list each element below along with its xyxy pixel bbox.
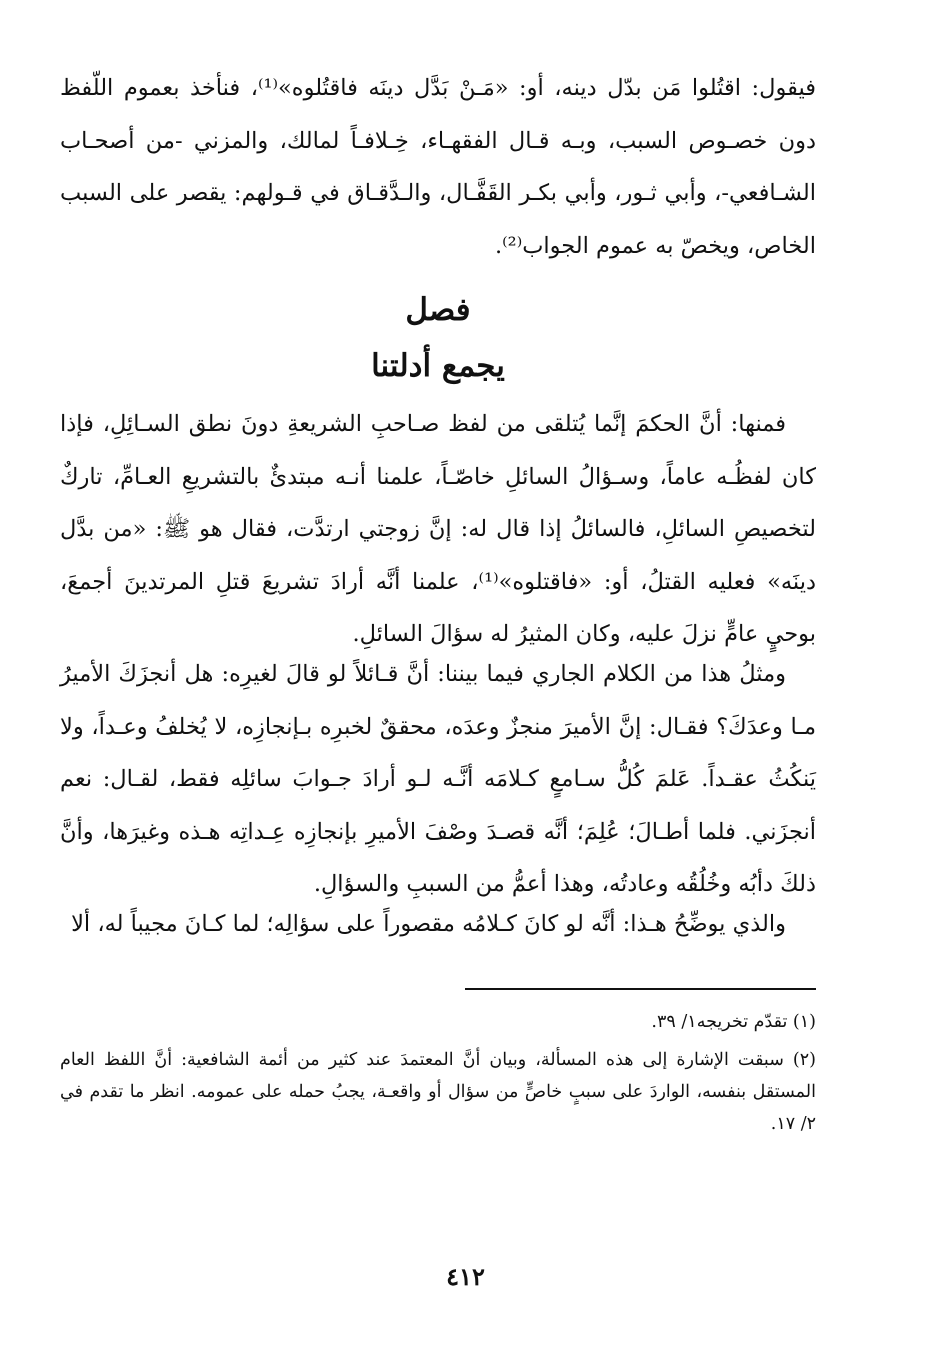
paragraph-first-proof: فمنها: أنَّ الحكمَ إنَّما يُتلقى من لفظ صـاحبِ الشريعةِ دونَ نطق السـائِلِ، فإذا كان لفظُـه عاماً، وسـؤالُ السائلِ خاصّـاً، علمنا أنـه مبتدئٌ بالتشريعِ العـامِّ، تاركٌ لتخصيصِ السائلِ، فالسائلُ إذا قال له: إنَّ زوجتي ارتدَّت، فقال هو ﷺ: «من بدَّل دينَه» فعليه القتلُ، أو: «فاقتلوه»⁽¹⁾، علمنا أنَّه أرادَ تشريعَ قتلِ المرتدينَ أجمعَ، بوحيٍ عامٍّ نزلَ عليه، وكان المثيرُ له سؤالَ السائلِ. [60, 411, 817, 647]
footnote-2: (٢) سبقت الإشارة إلى هذه المسألة، وبيان أنَّ المعتمدَ عند كثير من أئمة الشافعية: أنَّ اللفظ العام المستقل بنفسه، الواردَ على سببٍ خاصٍّ من سؤال أو واقعـة، يجبُ حمله على عمومه. انظر ما تقدم في ٢/ ١٧. [60, 1050, 816, 1134]
section-title: فصل [405, 292, 471, 328]
paragraph-continuation: والذي يوضِّحُ هـذا: أنَّه لو كانَ كـلامُه مقصوراً على سؤالِه؛ لما كـانَ مجيباً له، ألا [71, 911, 786, 937]
paragraph-opening: فيقول: اقتُلوا مَن بدّل دينه، أو: «مَـنْ بَدَّل دينَه فاقتُلوه»⁽¹⁾، فنأخذ بعموم اللّفظ دون خصـوص السبب، وبـه قـال الفقهـاء، خِـلافـاً لمالك، والمزني -من أصحـاب الشـافعي-، وأبي ثـور، وأبي بكـر القَفَّـال، والـدَّقـاق في قـولهم: يقصر على السبب الخاص، ويخصّ به عموم الجواب⁽²⁾. [60, 75, 816, 259]
footnote-separator [465, 988, 816, 990]
page-number: ٤١٢ [446, 1262, 485, 1291]
footnote-1: (١) تقدّم تخريجه١/ ٣٩. [651, 1012, 816, 1032]
section-subtitle: يجمع أدلتنا [371, 348, 505, 384]
paragraph-example: ومثلُ هذا من الكلام الجاري فيما بيننا: أنَّ قـائلاً لو قالَ لغيرِه: هل أنجزَكَ الأميرُ مـا وعدَكَ؟ فقـال: إنَّ الأميرَ منجزٌ وعدَه، محققٌ لخبرِه بـإنجازِه، لا يُخلفُ وعـداً، ولا يَنكُثُ عقـداً. عَلمَ كُلُّ سـامعٍ كـلامَه أنَّـه لـو أرادَ جـوابَ سائلِه فقط، لقـال: نعم أنجزَني. فلما أطـالَ؛ عُلِمَ؛ أنَّه قصـدَ وصْفَ الأميرِ بإنجازِه عِـداتِه هـذه وغيرَها، وأنَّ ذلكَ دأبُه وخُلُقُه وعادتُه، وهذا أعمُّ من السببِ والسؤالِ. [60, 661, 816, 897]
